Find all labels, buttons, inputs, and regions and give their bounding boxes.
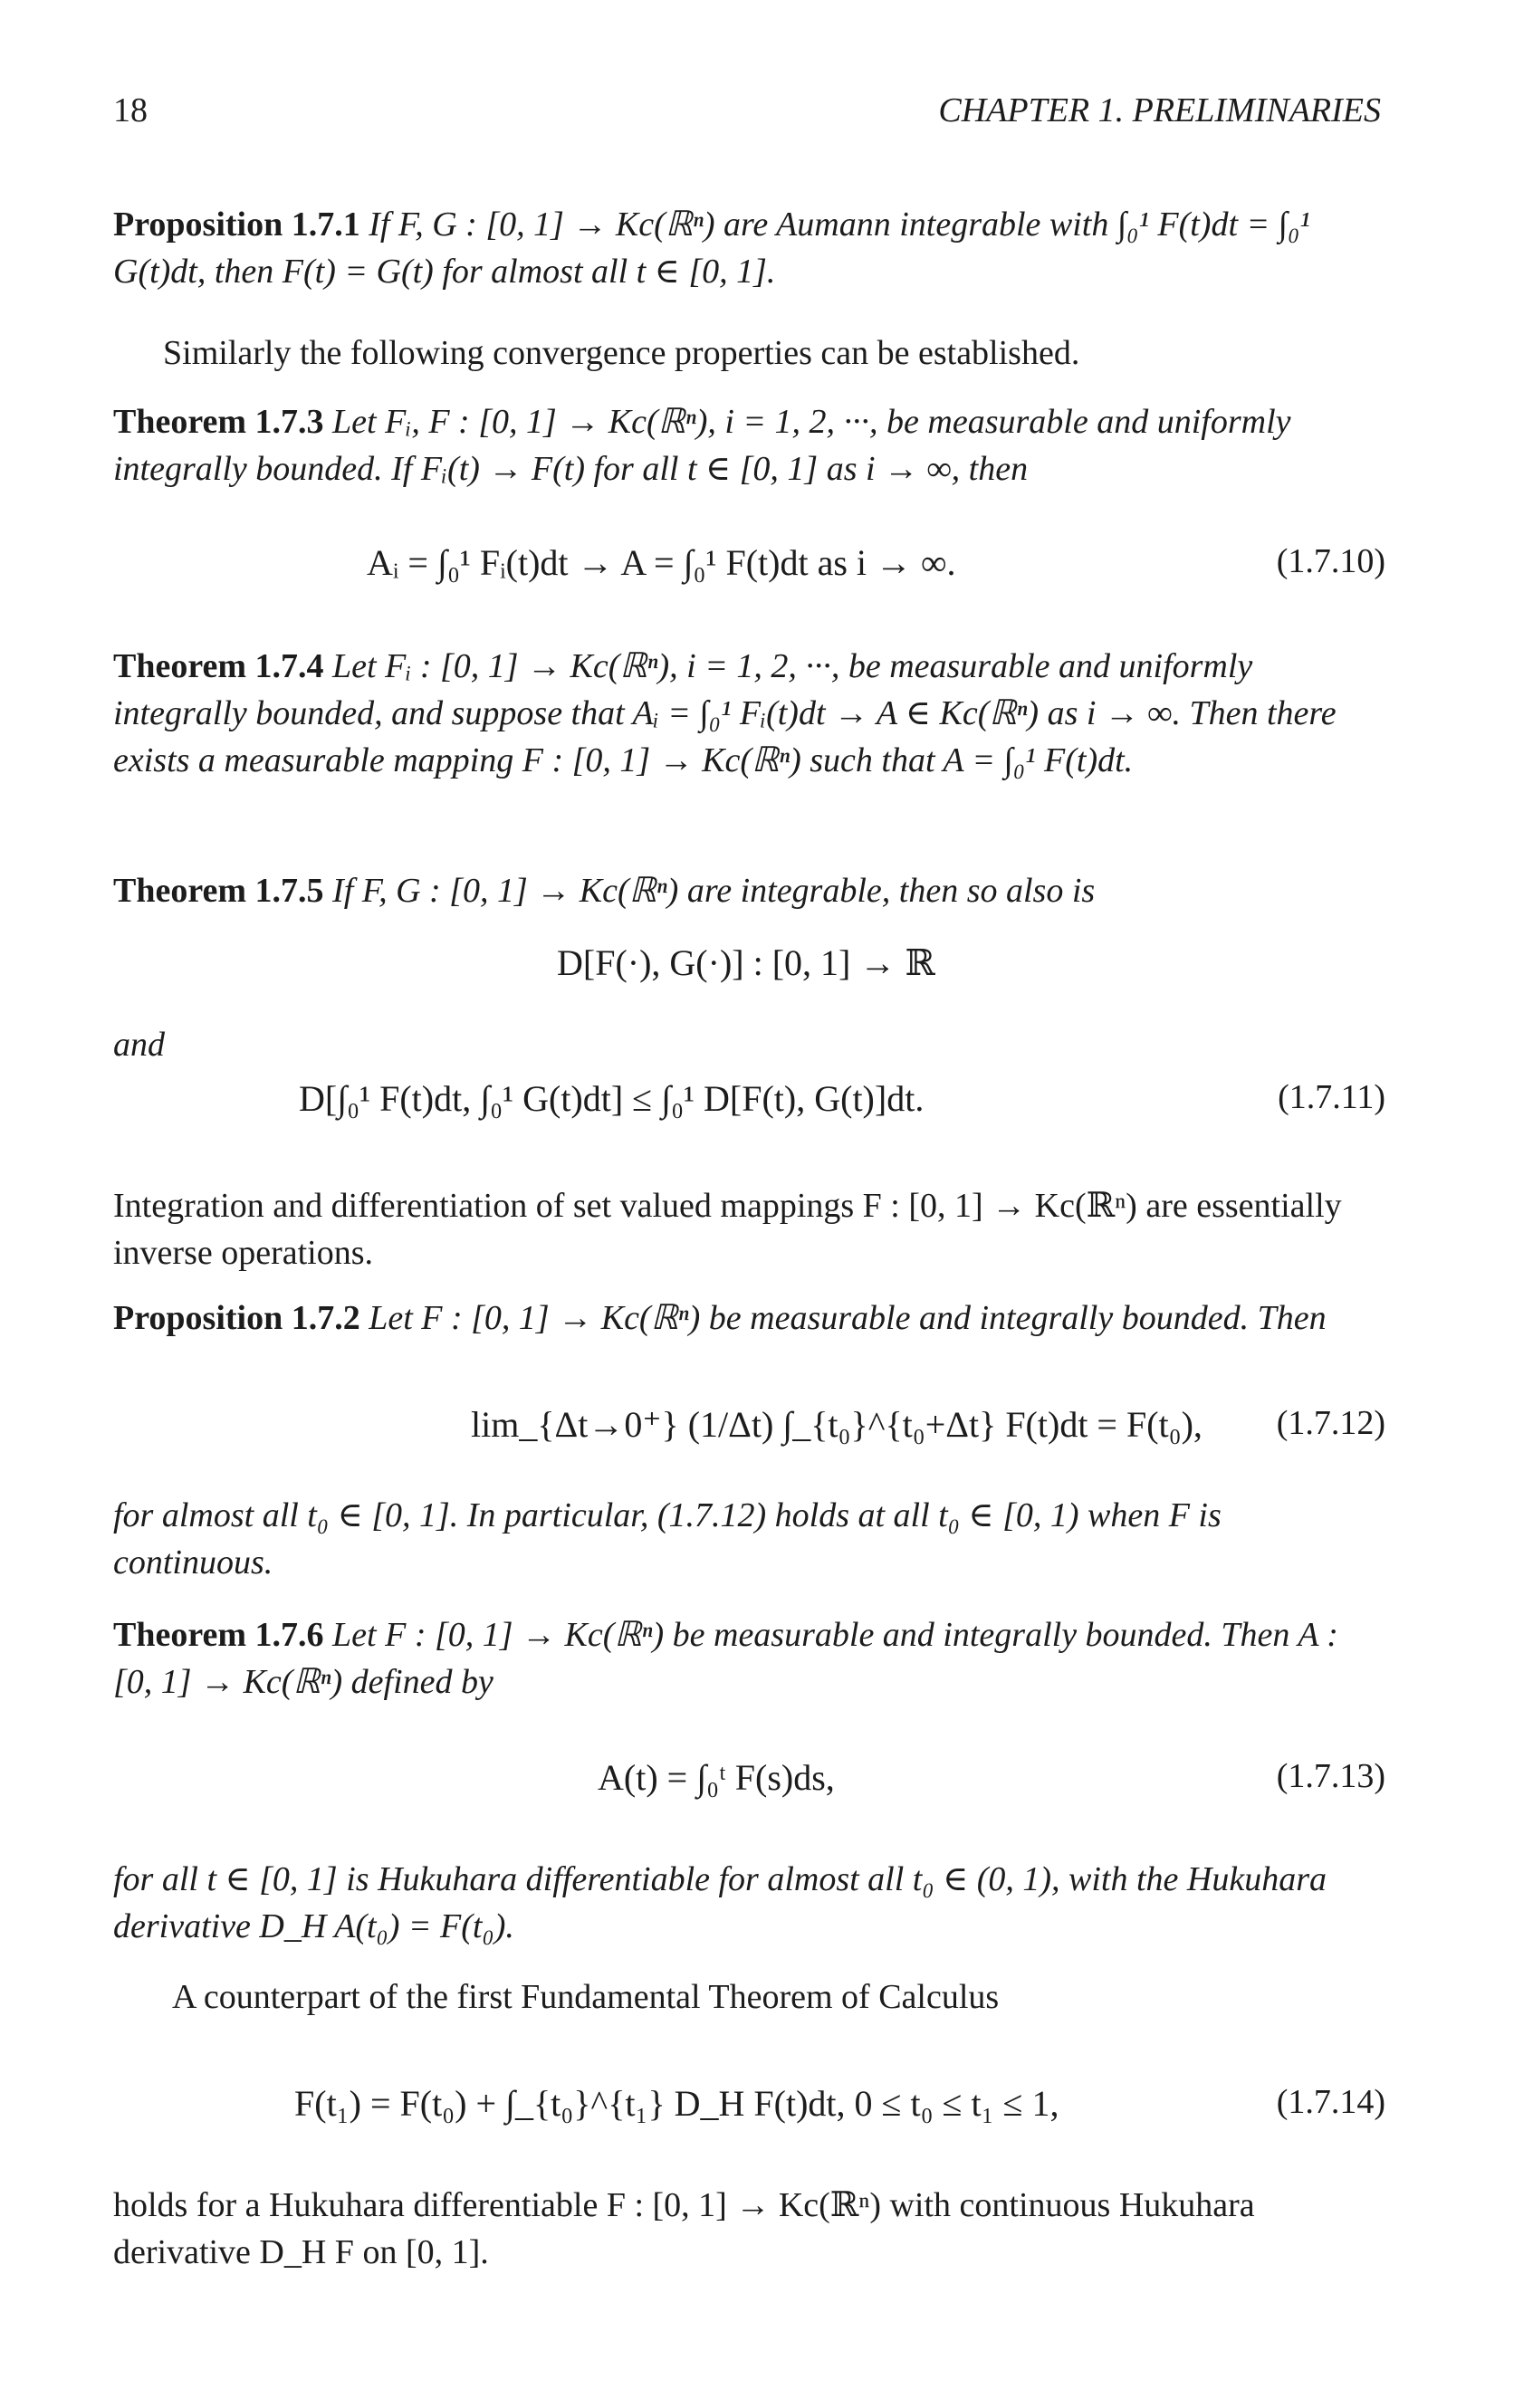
proposition-1-7-1 (113, 201, 1381, 295)
paragraph-after-1-7-12: for almost all t₀ ∈ [0, 1]. In particular, (1.7.12) holds at all t₀ ∈ [0, 1) when F is continuous. (113, 1496, 1222, 1581)
paragraph-integration: Integration and differentiation of set valued mappings F : [0, 1] → Kc(ℝⁿ) are essentially inverse operations. (113, 1187, 1342, 1272)
paragraph-final: holds for a Hukuhara differentiable F : [0, 1] → Kc(ℝⁿ) with continuous Hukuhara derivative D_H F on [0, 1]. (113, 2186, 1255, 2271)
proposition-1-7-2 (113, 1295, 1381, 1342)
theorem-label: Theorem 1.7.3 (113, 403, 324, 441)
theorem-1-7-6 (113, 1611, 1381, 1706)
equation-number: (1.7.13) (1276, 1757, 1385, 1795)
equation-number: (1.7.14) (1276, 2083, 1385, 2121)
paragraph-similarly: Similarly the following convergence properties can be established. (163, 334, 1080, 372)
proposition-label: Proposition 1.7.2 (113, 1299, 360, 1337)
equation-number: (1.7.12) (1276, 1404, 1385, 1442)
proposition-text: Let F : [0, 1] → Kc(ℝⁿ) be measurable and integrally bounded. Then (369, 1299, 1327, 1337)
paragraph-after-1-7-13: for all t ∈ [0, 1] is Hukuhara differentiable for almost all t₀ ∈ (0, 1), with the Hukuhara derivative D_H A(t₀) = F(t₀). (113, 1860, 1327, 1945)
theorem-1-7-3 (113, 398, 1381, 492)
equation-1-7-13: A(t) = ∫₀ᵗ F(s)ds, (598, 1757, 835, 1798)
equation-1-7-12: lim_{Δt→0⁺} (1/Δt) ∫_{t₀}^{t₀+Δt} F(t)dt = F(t₀), (471, 1404, 1203, 1445)
theorem-text: If F, G : [0, 1] → Kc(ℝⁿ) are integrable, then so also is (332, 872, 1096, 910)
theorem-text: Let F : [0, 1] → Kc(ℝⁿ) be measurable and integrally bounded. Then A : [0, 1] → Kc(ℝⁿ) defined by (113, 1616, 1338, 1701)
paragraph-counterpart: A counterpart of the first Fundamental Theorem of Calculus (172, 1978, 1000, 2016)
equation-1-7-10: Aᵢ = ∫₀¹ Fᵢ(t)dt → A = ∫₀¹ F(t)dt as i → ∞. (367, 542, 956, 583)
theorem-label: Theorem 1.7.5 (113, 872, 324, 910)
word-and: and (113, 1026, 165, 1064)
proposition-text: If F, G : [0, 1] → Kc(ℝⁿ) are Aumann integrable with ∫₀¹ F(t)dt = ∫₀¹ G(t)dt, then F(t) = G(t) for almost all t ∈ [0, 1]. (113, 205, 1310, 291)
equation-1-7-11: D[∫₀¹ F(t)dt, ∫₀¹ G(t)dt] ≤ ∫₀¹ D[F(t), G(t)]dt. (299, 1078, 925, 1119)
page-number: 18 (113, 91, 148, 129)
equation-number: (1.7.11) (1278, 1078, 1385, 1116)
theorem-text: Let Fᵢ : [0, 1] → Kc(ℝⁿ), i = 1, 2, ···, be measurable and uniformly integrally bounded, and suppose that Aᵢ = ∫₀¹ Fᵢ(t)dt → A ∈ Kc(ℝⁿ) as i → ∞. Then there exists a measurable mapping F : [0, 1] → Kc(ℝⁿ) such that A = ∫₀¹ F(t)dt. (113, 647, 1337, 779)
chapter-title: CHAPTER 1. PRELIMINARIES (938, 91, 1381, 129)
theorem-label: Theorem 1.7.6 (113, 1616, 324, 1654)
equation-d-mapping: D[F(·), G(·)] : [0, 1] → ℝ (557, 942, 935, 983)
theorem-text: Let Fᵢ, F : [0, 1] → Kc(ℝⁿ), i = 1, 2, ···, be measurable and uniformly integrally bounded. If Fᵢ(t) → F(t) for all t ∈ [0, 1] as i → ∞, then (113, 403, 1291, 488)
equation-1-7-14: F(t₁) = F(t₀) + ∫_{t₀}^{t₁} D_H F(t)dt, 0 ≤ t₀ ≤ t₁ ≤ 1, (294, 2083, 1059, 2124)
proposition-label: Proposition 1.7.1 (113, 205, 360, 244)
theorem-1-7-5 (113, 867, 1381, 914)
equation-number: (1.7.10) (1276, 542, 1385, 580)
theorem-1-7-4 (113, 643, 1381, 784)
theorem-label: Theorem 1.7.4 (113, 647, 324, 685)
